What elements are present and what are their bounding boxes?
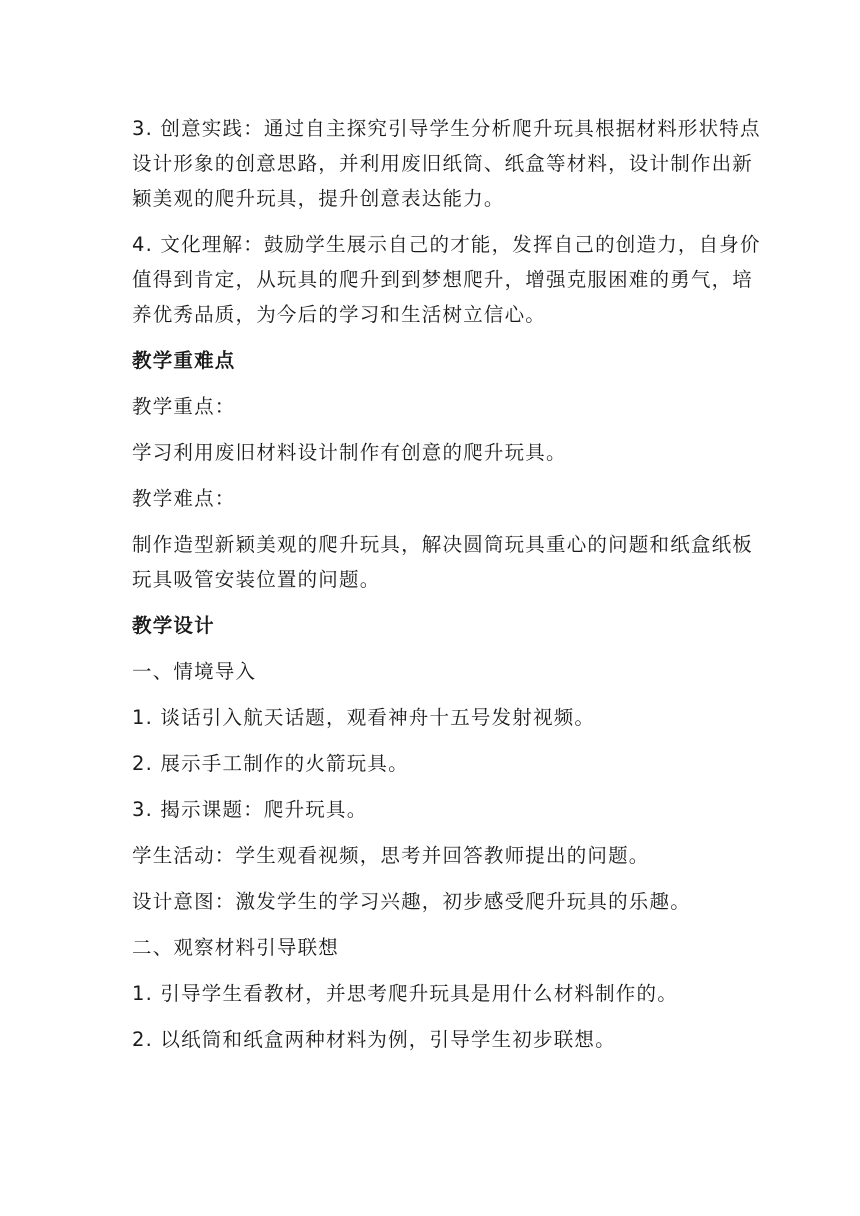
list-item: 2. 展示手工制作的火箭玩具。 [132,752,409,775]
list-item: 2. 以纸筒和纸盒两种材料为例，引导学生初步联想。 [132,1028,616,1051]
paragraph-design-intent: 设计意图：激发学生的学习兴趣，初步感受爬升玩具的乐趣。 [132,890,691,913]
paragraph-student-activity: 学生活动：学生观看视频，思考并回答教师提出的问题。 [132,844,650,867]
list-item: 1. 引导学生看教材，并思考爬升玩具是用什么材料制作的。 [132,982,678,1005]
section-heading-teaching-design: 教学设计 [132,614,215,637]
text-line: 颖美观的爬升玩具，提升创意表达能力。 [132,187,505,210]
subheading-observe-materials: 二、观察材料引导联想 [132,936,340,959]
paragraph-difficulty-text [132,527,754,597]
text-line: 制作造型新颖美观的爬升玩具，解决圆筒玩具重心的问题和纸盒纸板 [132,533,754,556]
document-page [132,111,761,1057]
text-line: 4. 文化理解：鼓励学生展示自己的才能，发挥自己的创造力，自身价 [132,233,761,256]
text-line: 3. 创意实践：通过自主探究引导学生分析爬升玩具根据材料形状特点 [132,117,761,140]
paragraph-key-point-text: 学习利用废旧材料设计制作有创意的爬升玩具。 [132,441,567,464]
list-item: 3. 揭示课题：爬升玩具。 [132,798,368,821]
subheading-key-points: 教学重点： [132,395,236,418]
text-line: 值得到肯定，从玩具的爬升到到梦想爬升，增强克服困难的勇气，培 [132,268,754,291]
paragraph-cultural-understanding [132,227,761,332]
text-line: 设计形象的创意思路，并利用废旧纸筒、纸盒等材料，设计制作出新 [132,152,754,175]
subheading-difficulties: 教学难点： [132,487,236,510]
subheading-situation-intro: 一、情境导入 [132,660,257,683]
text-line: 玩具吸管安装位置的问题。 [132,568,381,591]
list-item: 1. 谈话引入航天话题，观看神舟十五号发射视频。 [132,706,596,729]
text-line: 养优秀品质，为今后的学习和生活树立信心。 [132,303,547,326]
paragraph-creative-practice [132,111,761,216]
section-heading-key-difficulties: 教学重难点 [132,349,236,372]
